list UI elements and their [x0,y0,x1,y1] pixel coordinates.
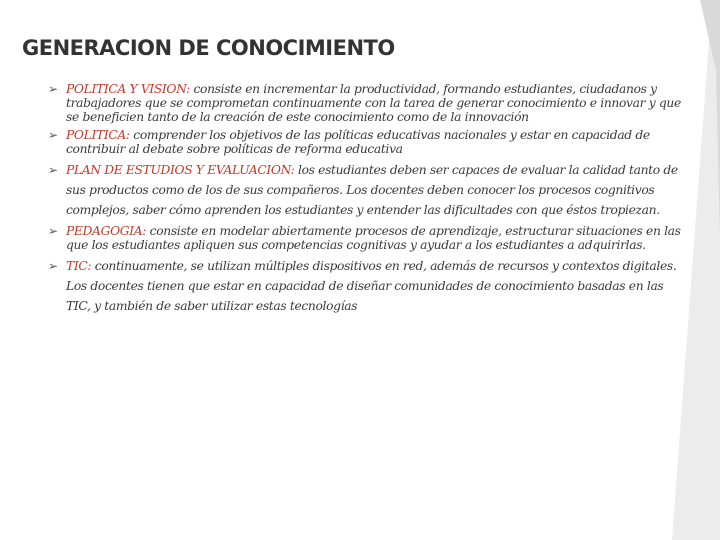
item-heading: POLITICA Y VISION: [66,82,190,96]
arrowhead-bullet-icon: ➢ [48,82,58,96]
item-heading: TIC: [66,259,92,273]
list-item [50,128,686,156]
item-text: comprender los objetivos de las políticas educativas nacionales y estar en capacidad de contribuir al debate sobre políticas de reforma educativa [66,128,650,156]
item-heading: PLAN DE ESTUDIOS Y EVALUACION: [66,163,295,177]
item-heading: PEDAGOGIA: [66,224,147,238]
item-text: los estudiantes deben ser capaces de evaluar la calidad tanto de sus productos como de los de sus compañeros. Los docentes deben conocer los procesos cognitivos complejos, saber cómo aprenden los estudiantes y entender las dificultades con que éstos tropiezan. [66,163,678,217]
item-text: continuamente, se utilizan múltiples dispositivos en red, además de recursos y contextos digitales. Los docentes tienen que estar en capacidad de diseñar comunidades de conocimiento basadas en las TIC, y también de saber utilizar estas tecnologías [66,259,677,313]
arrowhead-bullet-icon: ➢ [48,128,58,142]
list-item [50,224,686,252]
item-text: consiste en modelar abiertamente procesos de aprendizaje, estructurar situaciones en las que los estudiantes apliquen sus competencias cognitivas y ayudar a los estudiantes a adquirirlas. [66,224,681,252]
list-item [50,160,686,220]
item-text: consiste en incrementar la productividad, formando estudiantes, ciudadanos y trabajadores que se comprometan continuamente con la tarea de generar conocimiento e innovar y que se beneficien tanto de la creación de este conocimiento como de la innovación [66,82,681,124]
slide-title: GENERACION DE CONOCIMIENTO [22,36,395,60]
list-item [50,82,686,124]
arrowhead-bullet-icon: ➢ [48,163,58,177]
list-item [50,256,686,316]
item-heading: POLITICA: [66,128,130,142]
arrowhead-bullet-icon: ➢ [48,224,58,238]
bullet-list [50,82,686,320]
arrowhead-bullet-icon: ➢ [48,259,58,273]
